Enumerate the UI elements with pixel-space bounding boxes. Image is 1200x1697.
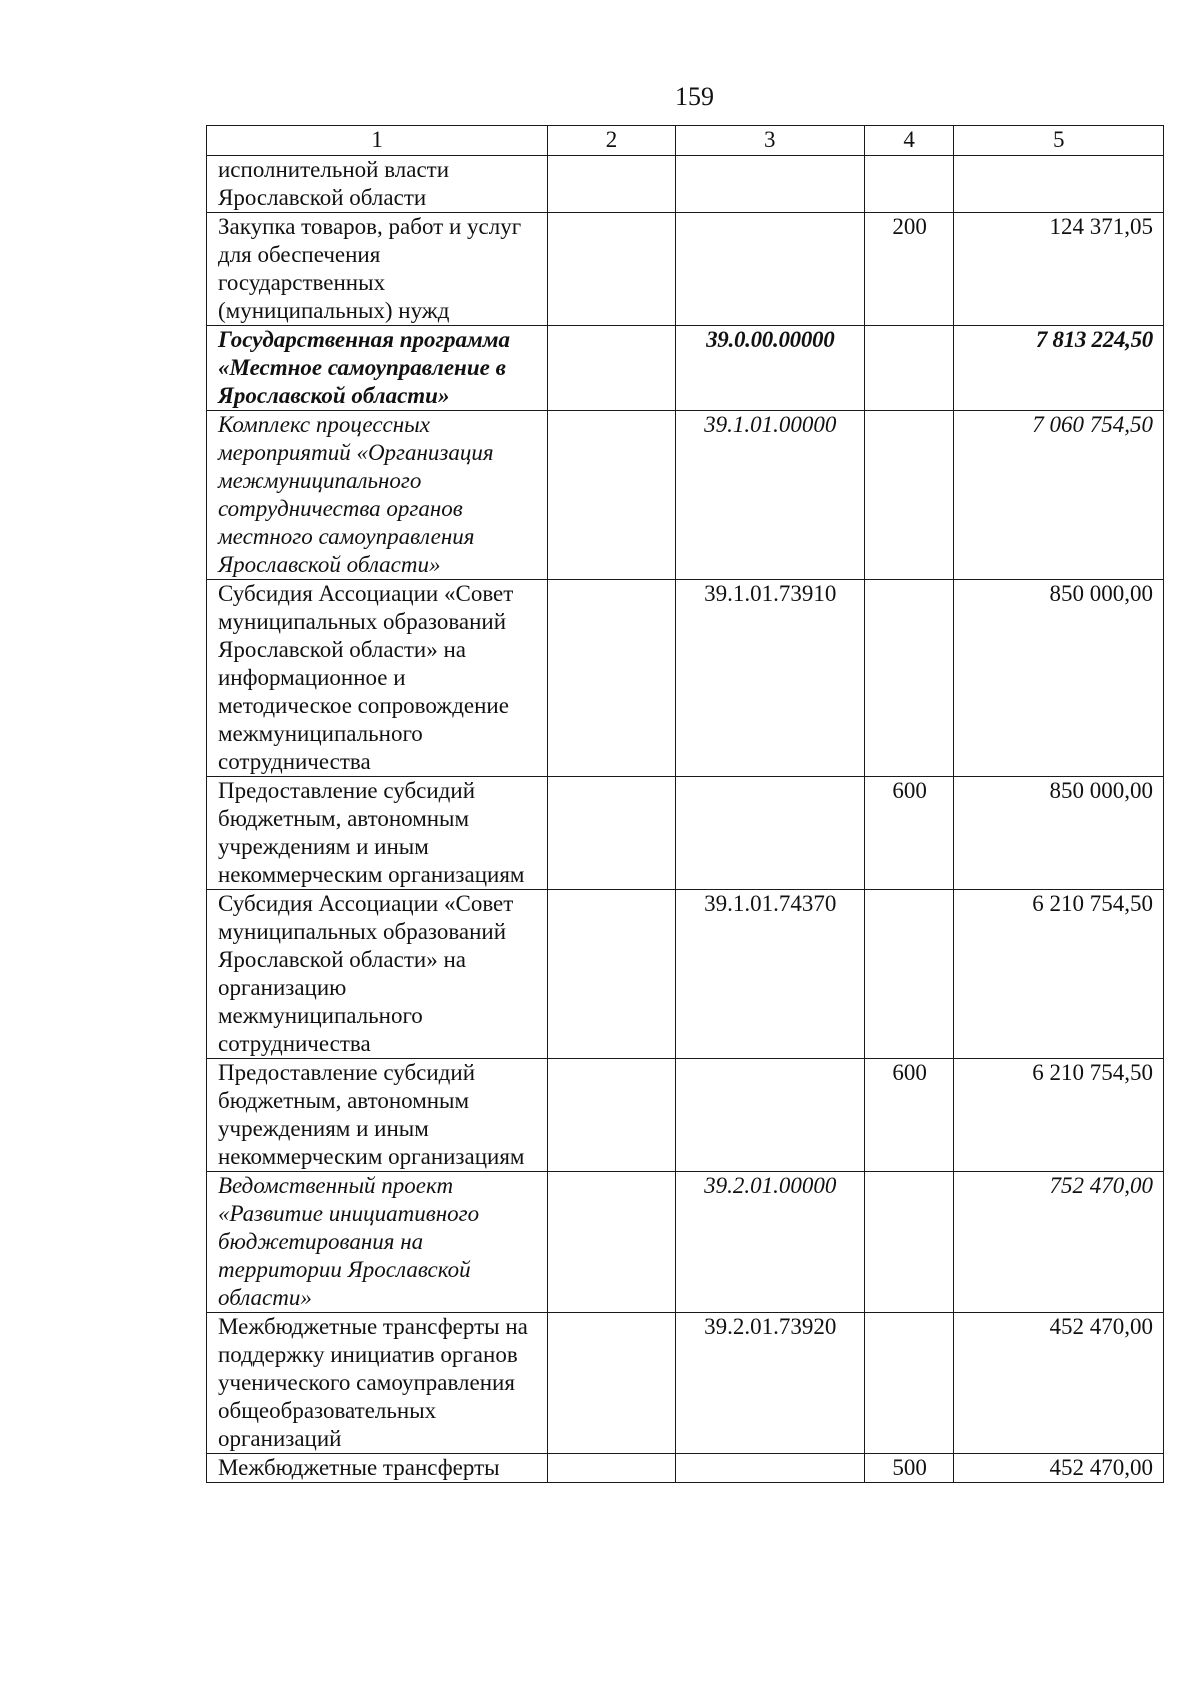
row-sum: 850 000,00 (954, 777, 1164, 890)
page-number: 159 (675, 82, 714, 111)
row-sum: 452 470,00 (954, 1313, 1164, 1454)
row-name: Межбюджетные трансферты (207, 1454, 548, 1483)
row-name: Государственная программа «Местное самоуправление в Ярославской области» (207, 326, 548, 411)
table-row (207, 1059, 1164, 1172)
row-sum: 6 210 754,50 (954, 890, 1164, 1059)
table-row (207, 890, 1164, 1059)
table-row (207, 326, 1164, 411)
budget-table (206, 125, 1164, 1483)
row-col2 (548, 1313, 675, 1454)
table-row (207, 580, 1164, 777)
row-kind: 500 (864, 1454, 954, 1483)
row-kind (864, 580, 954, 777)
row-col2 (548, 1172, 675, 1313)
row-col2 (548, 890, 675, 1059)
header-col-3: 3 (675, 126, 864, 156)
header-col-4: 4 (864, 126, 954, 156)
table-row (207, 1454, 1164, 1483)
table-row (207, 1313, 1164, 1454)
row-kind (864, 890, 954, 1059)
row-kind (864, 156, 954, 213)
row-name: Предоставление субсидий бюджетным, автономным учреждениям и иным некоммерческим организациям (207, 777, 548, 890)
row-name: Закупка товаров, работ и услуг для обеспечения государственных (муниципальных) нужд (207, 213, 548, 326)
row-name: Предоставление субсидий бюджетным, автономным учреждениям и иным некоммерческим организациям (207, 1059, 548, 1172)
row-kind: 200 (864, 213, 954, 326)
row-sum: 7 060 754,50 (954, 411, 1164, 580)
table-row (207, 411, 1164, 580)
row-col2 (548, 213, 675, 326)
row-code (675, 777, 864, 890)
row-name: Межбюджетные трансферты на поддержку инициатив органов ученического самоуправления общеобразовательных организаций (207, 1313, 548, 1454)
table-row (207, 213, 1164, 326)
header-col-5: 5 (954, 126, 1164, 156)
row-name: исполнительной власти Ярославской области (207, 156, 548, 213)
table-row (207, 1172, 1164, 1313)
row-code (675, 1059, 864, 1172)
row-col2 (548, 326, 675, 411)
table-body (207, 156, 1164, 1483)
row-col2 (548, 777, 675, 890)
row-name: Ведомственный проект «Развитие инициативного бюджетирования на территории Ярославской области» (207, 1172, 548, 1313)
row-code: 39.2.01.00000 (675, 1172, 864, 1313)
row-code: 39.1.01.74370 (675, 890, 864, 1059)
row-sum: 6 210 754,50 (954, 1059, 1164, 1172)
row-col2 (548, 1059, 675, 1172)
row-code: 39.2.01.73920 (675, 1313, 864, 1454)
header-col-2: 2 (548, 126, 675, 156)
row-kind (864, 1313, 954, 1454)
row-code (675, 213, 864, 326)
row-code: 39.0.00.00000 (675, 326, 864, 411)
table-row (207, 777, 1164, 890)
header-col-1: 1 (207, 126, 548, 156)
row-kind (864, 1172, 954, 1313)
row-sum: 124 371,05 (954, 213, 1164, 326)
row-sum: 452 470,00 (954, 1454, 1164, 1483)
row-name: Субсидия Ассоциации «Совет муниципальных образований Ярославской области» на организацию межмуниципального сотрудничества (207, 890, 548, 1059)
row-kind (864, 326, 954, 411)
row-code (675, 1454, 864, 1483)
row-name: Субсидия Ассоциации «Совет муниципальных образований Ярославской области» на информационное и методическое сопровождение межмуниципального сотрудничества (207, 580, 548, 777)
row-code: 39.1.01.73910 (675, 580, 864, 777)
row-kind: 600 (864, 1059, 954, 1172)
table-row (207, 156, 1164, 213)
row-kind (864, 411, 954, 580)
row-code: 39.1.01.00000 (675, 411, 864, 580)
table-header-row (207, 126, 1164, 156)
row-col2 (548, 1454, 675, 1483)
row-col2 (548, 580, 675, 777)
row-code (675, 156, 864, 213)
row-kind: 600 (864, 777, 954, 890)
row-name: Комплекс процессных мероприятий «Организация межмуниципального сотрудничества органов местного самоуправления Ярославской области» (207, 411, 548, 580)
row-sum (954, 156, 1164, 213)
row-sum: 850 000,00 (954, 580, 1164, 777)
row-sum: 752 470,00 (954, 1172, 1164, 1313)
row-sum: 7 813 224,50 (954, 326, 1164, 411)
row-col2 (548, 156, 675, 213)
row-col2 (548, 411, 675, 580)
